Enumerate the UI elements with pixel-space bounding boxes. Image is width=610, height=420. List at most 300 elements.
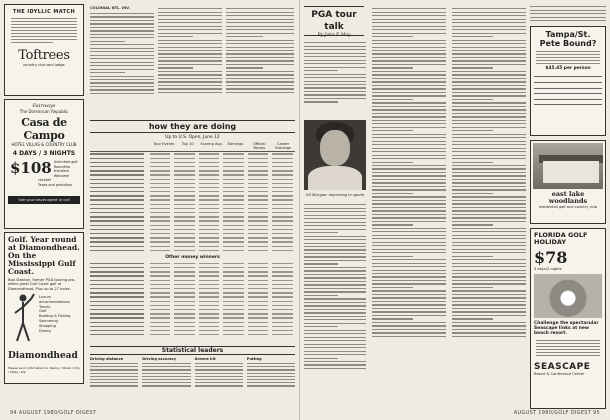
article-col-1a [304, 40, 366, 105]
text-line [304, 302, 366, 303]
results-text-3 [226, 8, 294, 93]
article-col-4-top [530, 4, 606, 24]
toftrees-logo: Toftrees [18, 48, 70, 64]
stats-col-head: Driving distance [90, 357, 124, 361]
text-line [452, 252, 526, 253]
text-line [452, 283, 526, 284]
text-line [304, 309, 366, 310]
text-line [304, 63, 366, 64]
text-line [452, 273, 526, 274]
text-line [452, 304, 526, 305]
text-line [372, 134, 446, 135]
text-line [452, 179, 526, 180]
text-line [158, 74, 222, 75]
stat-line [90, 369, 138, 370]
text-line [372, 8, 446, 9]
toftrees-ad[interactable] [4, 4, 84, 96]
text-line [372, 249, 446, 250]
text-line [372, 172, 446, 173]
text-line [304, 49, 366, 50]
text-line [304, 291, 366, 292]
text-line [158, 47, 222, 48]
stats-col-head: Driving accuracy [142, 357, 177, 361]
text-line [372, 92, 446, 93]
text-line [90, 51, 154, 52]
article-col-2 [372, 6, 446, 339]
stat-line [195, 366, 243, 367]
text-line [452, 40, 526, 41]
text-line [372, 123, 446, 124]
text-line [226, 53, 294, 54]
text-line [304, 77, 366, 78]
text-line [452, 308, 526, 309]
text-line [226, 36, 263, 37]
text-line [304, 232, 338, 233]
stat-line [142, 379, 190, 380]
text-line [452, 57, 526, 58]
text-line [372, 336, 446, 337]
text-line [372, 85, 446, 86]
text-line [304, 218, 366, 219]
seascape-logo: SEASCAPE [534, 361, 591, 372]
text-line [226, 60, 294, 61]
seascape-ad[interactable] [530, 228, 606, 409]
text-line [372, 102, 446, 103]
text-line [452, 266, 526, 267]
text-line [158, 15, 222, 16]
text-line [372, 207, 446, 208]
text-line [372, 315, 446, 316]
table-header-cell: Official Money [253, 142, 266, 150]
text-line [372, 245, 446, 246]
text-line [452, 81, 526, 82]
text-line [304, 67, 366, 68]
text-line [226, 92, 294, 93]
tampa-headline: Tampa/St. Pete Bound? [539, 30, 597, 48]
text-line [372, 137, 446, 138]
text-line [90, 93, 154, 94]
stats-title: Statistical leaders [90, 346, 295, 355]
results-heading: COLONIAL NTL. INV. [90, 6, 130, 10]
text-line [304, 236, 366, 237]
text-line [158, 12, 222, 13]
text-line [452, 130, 493, 131]
text-line [372, 290, 446, 291]
stats-col-head: Putting [246, 357, 262, 361]
text-line [452, 249, 526, 250]
text-line [304, 204, 366, 205]
text-line [372, 148, 446, 149]
text-line [452, 189, 526, 190]
text-line [372, 242, 446, 243]
text-line [452, 88, 526, 89]
feature-item: Boating & Fishing [39, 314, 71, 319]
text-line [452, 64, 526, 65]
results-column [90, 6, 154, 96]
photo-caption: Gil Morgan: improving in spurts [305, 193, 365, 197]
text-line [304, 53, 366, 54]
text-line [158, 78, 222, 79]
text-line [90, 34, 154, 35]
tampa-ad[interactable] [530, 26, 606, 136]
table-rows [90, 152, 295, 253]
text-line [452, 231, 526, 232]
text-line [226, 85, 294, 86]
stat-line [90, 363, 138, 364]
article-col-1b [304, 202, 366, 371]
text-line [372, 15, 446, 16]
stat-line [90, 373, 138, 374]
text-line [452, 71, 526, 72]
text-line [452, 33, 526, 34]
stat-line [142, 373, 190, 374]
text-line [90, 79, 154, 80]
text-line [372, 287, 413, 288]
text-line [226, 19, 294, 20]
text-line [452, 242, 526, 243]
diamondhead-logo: Diamondhead [8, 351, 78, 361]
text-line [372, 329, 446, 330]
text-line [226, 64, 294, 65]
text-line [452, 315, 526, 316]
text-line [372, 196, 446, 197]
text-line [372, 88, 446, 89]
text-line [304, 277, 366, 278]
text-line [452, 182, 526, 183]
stat-line [195, 385, 243, 386]
text-line [304, 270, 366, 271]
stat-line [247, 373, 295, 374]
ad-column [4, 4, 84, 409]
stat-line [195, 382, 243, 383]
text-line [372, 106, 446, 107]
text-line [452, 210, 526, 211]
text-line [372, 151, 446, 152]
text-line [372, 60, 446, 61]
text-line [304, 42, 366, 43]
text-line [372, 270, 446, 271]
text-line [372, 40, 446, 41]
text-line [452, 102, 526, 103]
text-line [226, 22, 294, 23]
text-line [372, 297, 446, 298]
money-table [90, 120, 295, 337]
text-line [372, 64, 446, 65]
casa-bullet: Taxes and gratuities [38, 182, 73, 187]
text-line [452, 256, 493, 257]
text-line [304, 253, 366, 254]
text-line [452, 22, 526, 23]
text-line [158, 81, 222, 82]
text-line [372, 33, 446, 34]
casa-de-campo-ad[interactable] [4, 99, 84, 229]
text-line [226, 26, 294, 27]
stat-line [195, 369, 243, 370]
casa-bullet: Roundtrip transfers [53, 164, 71, 174]
golf-ball-image [534, 274, 602, 318]
text-line [452, 207, 526, 208]
text-line [372, 238, 446, 239]
text-line [226, 74, 294, 75]
casa-days: 4 DAYS / 3 NIGHTS [12, 150, 76, 157]
text-line [452, 238, 526, 239]
text-line [372, 322, 446, 323]
text-line [90, 44, 154, 45]
clubhouse-illustration [533, 143, 603, 189]
text-line [372, 71, 446, 72]
text-line [304, 288, 366, 289]
results-text-2 [158, 8, 222, 93]
text-line [452, 228, 526, 229]
text-line [226, 57, 294, 58]
text-line [372, 266, 446, 267]
casa-bullet: Unlimited golf [53, 160, 78, 164]
text-line [452, 15, 526, 16]
text-line [372, 301, 446, 302]
text-line [372, 158, 446, 159]
stat-line [90, 382, 138, 383]
text-line [90, 89, 154, 90]
text-line [304, 344, 366, 345]
text-line [372, 74, 446, 75]
text-line [452, 318, 493, 319]
text-line [452, 162, 493, 163]
text-line [90, 55, 154, 56]
text-line [452, 280, 526, 281]
stat-line [142, 385, 190, 386]
text-line [158, 33, 222, 34]
text-line [90, 58, 154, 59]
text-line [372, 162, 413, 163]
text-line [304, 333, 366, 334]
text-line [452, 26, 526, 27]
casa-price: $108 [10, 159, 52, 177]
text-line [226, 47, 294, 48]
text-line [304, 256, 366, 257]
text-line [226, 71, 294, 72]
text-line [452, 85, 526, 86]
florida-lead: Challenge the spectacular Seascape links at new beach resort. [534, 321, 599, 337]
text-line [90, 37, 154, 38]
text-line [304, 347, 366, 348]
text-line [372, 273, 446, 274]
text-line [372, 50, 446, 51]
text-line [304, 222, 366, 223]
feature-item: Golf [39, 309, 47, 314]
tampa-form[interactable] [534, 76, 602, 105]
text-line [304, 229, 366, 230]
stat-line [142, 366, 190, 367]
text-line [452, 95, 526, 96]
text-line [226, 67, 263, 68]
text-line [90, 65, 154, 66]
stat-leaders [90, 346, 295, 389]
text-line [226, 15, 294, 16]
text-line [372, 144, 446, 145]
text-line [452, 224, 493, 225]
text-line [158, 8, 222, 9]
text-line [304, 298, 366, 299]
text-line [158, 22, 222, 23]
text-line [372, 189, 446, 190]
text-line [304, 368, 366, 369]
text-line [452, 8, 526, 9]
text-line [372, 214, 446, 215]
text-line [304, 323, 366, 324]
text-line [372, 200, 446, 201]
text-line [372, 19, 446, 20]
stat-line [142, 363, 190, 364]
text-line [158, 57, 222, 58]
text-line [530, 6, 606, 7]
text-line [304, 364, 366, 365]
text-line [90, 30, 154, 31]
text-line [452, 276, 526, 277]
text-line [304, 60, 366, 61]
text-line [158, 85, 222, 86]
text-line [452, 245, 526, 246]
text-line [452, 123, 526, 124]
diamondhead-ad[interactable] [4, 232, 84, 384]
stat-line [142, 369, 190, 370]
text-line [304, 260, 366, 261]
text-line [452, 144, 526, 145]
florida-price: $78 [534, 248, 568, 267]
text-line [90, 13, 154, 14]
text-line [372, 26, 446, 27]
other-money-heading: Other money winners [165, 254, 220, 260]
table-header-cell: Top 10 [181, 142, 194, 146]
text-line [226, 43, 294, 44]
text-line [158, 88, 222, 89]
diamondhead-coupon[interactable]: Please send information to: Name / Street / City / State / Zip [8, 366, 80, 374]
eastlake-ad[interactable] [530, 140, 606, 224]
text-line [226, 88, 294, 89]
text-line [530, 13, 606, 14]
text-line [452, 43, 526, 44]
text-line [452, 221, 526, 222]
text-line [372, 311, 446, 312]
table-row [90, 333, 295, 337]
text-line [158, 50, 222, 51]
text-line [372, 109, 446, 110]
text-line [452, 259, 526, 260]
stat-line [90, 366, 138, 367]
toftrees-body [9, 18, 79, 43]
text-line [452, 109, 526, 110]
text-line [452, 29, 526, 30]
text-line [452, 50, 526, 51]
text-line [304, 225, 366, 226]
left-page [0, 0, 300, 420]
text-line [372, 193, 413, 194]
golfer-illustration [11, 293, 35, 345]
eastlake-logo: east lake woodlands [548, 190, 588, 205]
results-column-3 [226, 6, 294, 95]
text-line [90, 62, 154, 63]
text-line [372, 67, 413, 68]
stat-line [90, 376, 138, 377]
text-line [372, 43, 446, 44]
table-header-cell: Career Earnings [275, 142, 291, 150]
stat-line [195, 379, 243, 380]
text-line [452, 214, 526, 215]
stat-line [90, 385, 138, 386]
text-line [372, 141, 446, 142]
text-line [226, 40, 294, 41]
text-line [158, 60, 222, 61]
text-line [452, 203, 526, 204]
text-line [304, 340, 366, 341]
text-line [372, 175, 446, 176]
golfer-photo [304, 120, 366, 190]
text-line [90, 23, 154, 24]
text-line [452, 325, 526, 326]
table-header-cell: Tour Events [153, 142, 175, 146]
text-line [372, 228, 446, 229]
text-line [452, 297, 526, 298]
text-line [304, 208, 366, 209]
text-line [304, 84, 366, 85]
text-line [304, 337, 366, 338]
text-line [158, 26, 222, 27]
text-line [304, 267, 366, 268]
stat-line [142, 376, 190, 377]
toftrees-header: THE IDYLLIC MATCH [12, 9, 76, 15]
text-line [452, 311, 526, 312]
text-line [452, 155, 526, 156]
stat-line [247, 382, 295, 383]
stat-line [195, 373, 243, 374]
text-line [304, 351, 366, 352]
text-line [226, 50, 294, 51]
casa-name: Casa de Campo [21, 116, 67, 142]
stat-line [195, 363, 243, 364]
tampa-price: $45.45 per person [545, 66, 591, 72]
text-line [226, 29, 294, 30]
text-line [90, 48, 154, 49]
text-line [452, 287, 493, 288]
text-line [226, 12, 294, 13]
text-line [304, 87, 366, 88]
article-byline: By John P. May [317, 33, 351, 38]
text-line [452, 301, 526, 302]
text-line [372, 155, 446, 156]
casa-footer: See your travel agent or call [8, 196, 80, 204]
text-line [304, 239, 366, 240]
stat-line [195, 376, 243, 377]
text-line [452, 99, 493, 100]
text-line [226, 8, 294, 9]
text-line [372, 224, 413, 225]
diamondhead-headline: Golf. Year round at Diamondhead. On the Mississippi Gulf Coast. [8, 235, 80, 276]
text-line [158, 64, 222, 65]
text-line [90, 86, 154, 87]
text-line [452, 217, 526, 218]
text-line [452, 106, 526, 107]
table-subtitle: Up to U.S. Open, June 12 [165, 135, 220, 140]
table-header-cell: Earnings [227, 142, 244, 146]
text-line [452, 60, 526, 61]
text-line [452, 329, 526, 330]
text-line [372, 165, 446, 166]
text-line [372, 36, 413, 37]
florida-price-note: 3 days/2 nights [534, 267, 562, 271]
casa-bullet: Welcome cocktail [38, 173, 70, 183]
text-line [372, 259, 446, 260]
text-line [372, 280, 446, 281]
stat-line [247, 385, 295, 386]
